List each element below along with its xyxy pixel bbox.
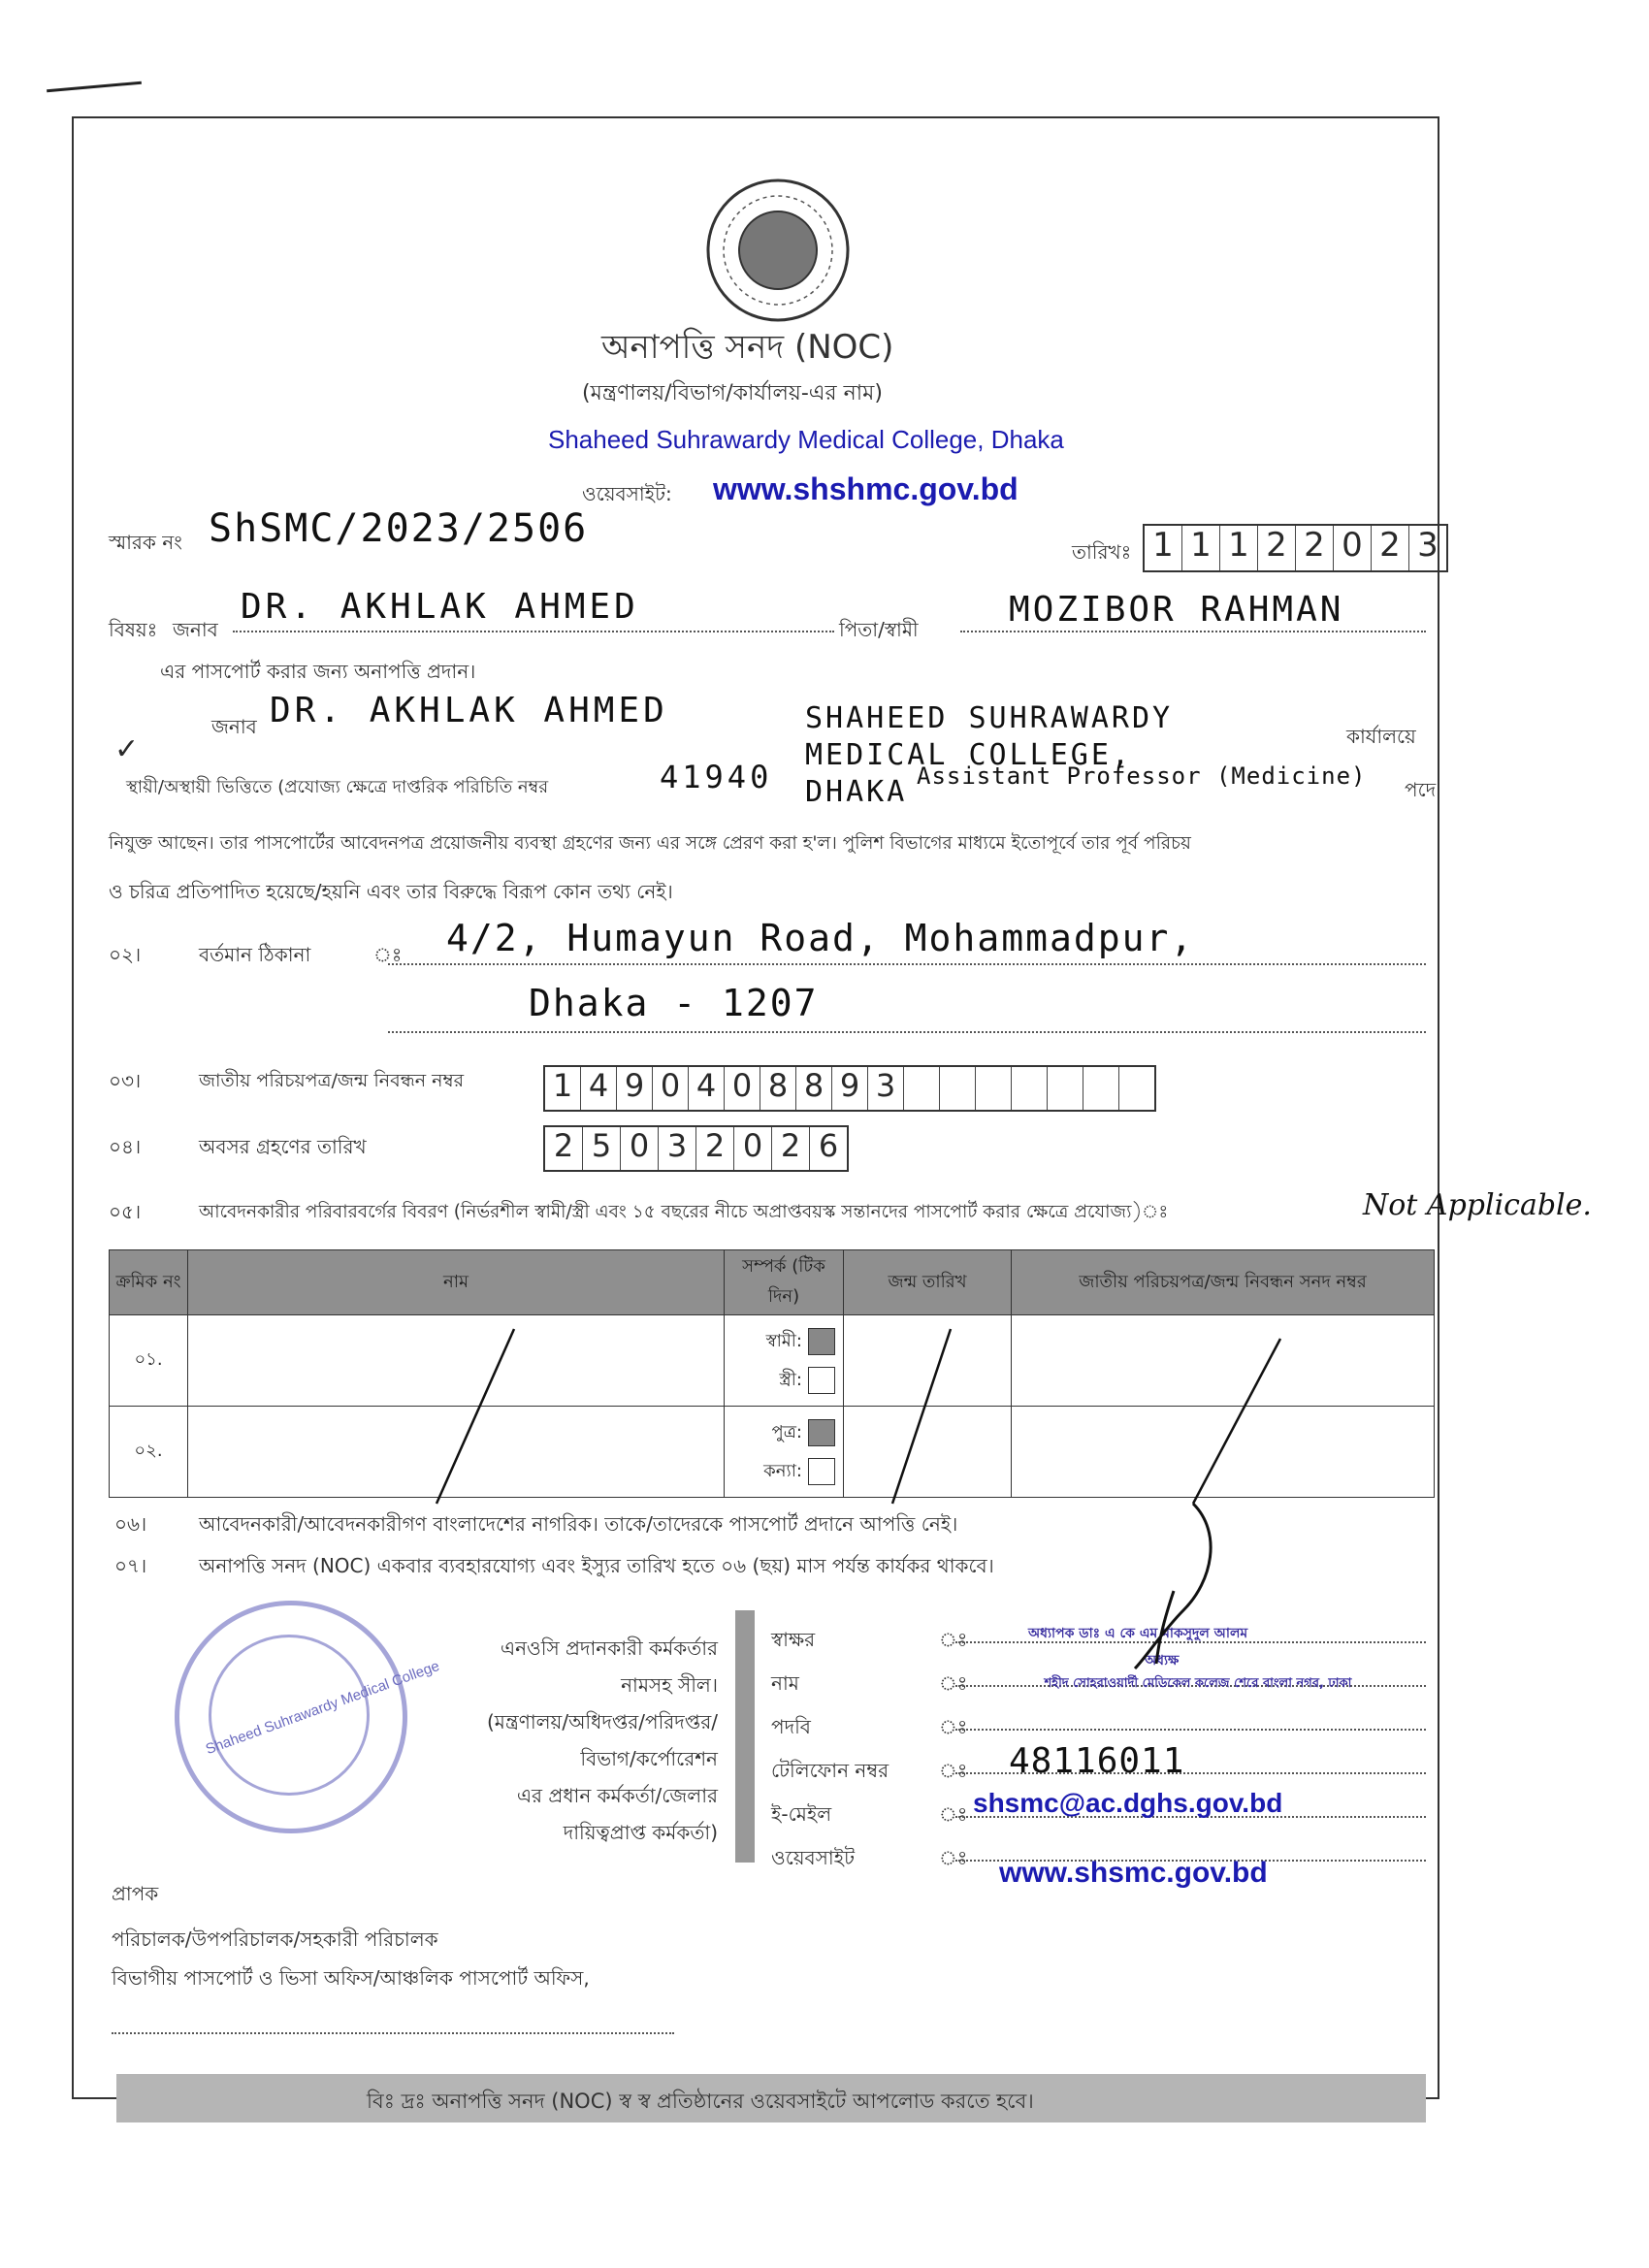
retirement-digit: 0	[734, 1127, 772, 1170]
subject-line-2: এর পাসপোর্ট করার জন্য অনাপত্তি প্রদান।	[160, 660, 476, 683]
address-line-2: Dhaka - 1207	[529, 982, 819, 1024]
body-id-number: 41940	[660, 759, 773, 795]
memo-label: স্মারক নং	[109, 531, 182, 554]
nid-digit	[1119, 1067, 1154, 1110]
retirement-digit: 2	[772, 1127, 810, 1170]
retirement-date-boxes	[543, 1125, 849, 1172]
document-title: অনাপত্তি সনদ (NOC)	[601, 328, 894, 367]
retirement-digit: 3	[659, 1127, 696, 1170]
nid-digit: 9	[832, 1067, 868, 1110]
body-line-3: নিযুক্ত আছেন। তার পাসপোর্টের আবেদনপত্র প্রয়োজনীয় ব্যবস্থা গ্রহণের জন্য এর সঙ্গে প্রেরণ করা হ'ল। পুলিশ বিভাগের মাধ্যমে ইতোপূর্বে তার পূর্ব পরিচয়	[109, 833, 1191, 854]
relation-husband-label: স্বামী:	[765, 1330, 802, 1351]
memo-number: ShSMC/2023/2506	[209, 506, 589, 551]
nid-digit: 8	[796, 1067, 832, 1110]
retirement-digit: 2	[696, 1127, 734, 1170]
nid-digit: 3	[868, 1067, 904, 1110]
item-03-number: ০৩।	[109, 1069, 142, 1092]
name-label: নাম	[771, 1671, 799, 1695]
institution-name: Shaheed Suhrawardy Medical College, Dhaka	[548, 425, 1064, 454]
email-label: ই-মেইল	[771, 1802, 832, 1826]
designation-label: পদবি	[771, 1715, 811, 1738]
date-digit: 1	[1182, 526, 1220, 570]
item-04-number: ০৪।	[109, 1135, 142, 1158]
signer-institution: শহীদ সোহরাওয়ার্দী মেডিকেল কলেজ শেরে বাংলা নগর, ঢাকা	[1044, 1676, 1352, 1691]
date-digit: 2	[1258, 526, 1296, 570]
col-serial: ক্রমিক নং	[110, 1250, 188, 1315]
nid-digit: 9	[617, 1067, 653, 1110]
body-office: SHAHEED SUHRAWARDY MEDICAL COLLEGE, DHAKA	[805, 701, 1174, 809]
date-digit: 1	[1220, 526, 1258, 570]
item-05-number: ০৫।	[109, 1200, 142, 1223]
note-07-number: ০৭।	[114, 1554, 147, 1577]
nid-digit: 8	[760, 1067, 796, 1110]
date-digit: 2	[1296, 526, 1334, 570]
website-label: ওয়েবসাইট:	[582, 482, 672, 505]
website-link[interactable]: www.shshmc.gov.bd	[713, 471, 1018, 506]
website-field-label: ওয়েবসাইট	[771, 1846, 855, 1869]
website-value[interactable]: www.shsmc.gov.bd	[999, 1857, 1268, 1889]
father-label: পিতা/স্বামী	[839, 618, 919, 641]
seal-text: Shaheed Suhrawardy Medical College	[203, 1657, 442, 1759]
recipient-label: প্রাপক	[112, 1882, 159, 1905]
signer-name: অধ্যাপক ডাঃ এ কে এম মাকসুদুল আলম	[1028, 1626, 1248, 1641]
nid-digit	[976, 1067, 1012, 1110]
not-applicable-note: Not Applicable.	[1363, 1188, 1592, 1222]
signature-label: স্বাক্ষর	[771, 1628, 816, 1651]
nid-digit: 4	[581, 1067, 617, 1110]
address-line-1: 4/2, Humayun Road, Mohammadpur,	[446, 917, 1195, 959]
nid-digit	[904, 1067, 940, 1110]
date-digit: 1	[1145, 526, 1182, 570]
issuer-line: বিভাগ/কর্পোরেশন	[580, 1747, 718, 1770]
nid-digit	[940, 1067, 976, 1110]
noc-strip	[735, 1610, 755, 1863]
subject-name: DR. AKHLAK AHMED	[241, 587, 639, 627]
nid-digit: 4	[689, 1067, 725, 1110]
nid-boxes	[543, 1065, 1156, 1112]
body-line-2-prefix: স্থায়ী/অস্থায়ী ভিত্তিতে (প্রযোজ্য ক্ষেত্রে দাপ্তরিক পরিচিতি নম্বর	[126, 777, 549, 797]
note-06-text: আবেদনকারী/আবেদনকারীগণ বাংলাদেশের নাগরিক। তাকে/তাদেরকে পাসপোর্ট প্রদানে আপত্তি নেই।	[199, 1512, 958, 1536]
nid-digit: 0	[653, 1067, 689, 1110]
row-serial: ০১.	[110, 1315, 188, 1407]
date-label: তারিখঃ	[1072, 540, 1132, 564]
item-02-number: ০২।	[109, 943, 142, 966]
retirement-digit: 2	[545, 1127, 583, 1170]
father-name: MOZIBOR RAHMAN	[1009, 590, 1344, 630]
checkmark-icon: ✓	[114, 732, 140, 766]
body-name: DR. AKHLAK AHMED	[270, 691, 668, 730]
relation-wife-label: স্ত্রী:	[779, 1369, 802, 1390]
relation-daughter-label: কন্যা:	[763, 1460, 802, 1481]
retirement-digit: 5	[583, 1127, 621, 1170]
issuer-line: দায়িত্বপ্রাপ্ত কর্মকর্তা)	[563, 1821, 718, 1844]
telephone-label: টেলিফোন নম্বর	[771, 1759, 889, 1782]
telephone-value: 48116011	[1009, 1741, 1185, 1781]
strike-lines	[427, 1319, 1300, 1513]
email-value[interactable]: shsmc@ac.dghs.gov.bd	[973, 1788, 1283, 1818]
body-line-4: ও চরিত্র প্রতিপাদিত হয়েছে/হয়নি এবং তার বিরুদ্ধে বিরূপ কোন তথ্য নেই।	[109, 880, 673, 903]
nid-digit: 0	[725, 1067, 760, 1110]
nid-digit	[1012, 1067, 1048, 1110]
nid-digit	[1048, 1067, 1083, 1110]
subject-janab: জনাব	[173, 618, 218, 641]
issuer-field-labels	[771, 1618, 889, 1880]
nid-digit: 1	[545, 1067, 581, 1110]
body-janab: জনাব	[211, 715, 257, 738]
recipient-line-1: পরিচালক/উপপরিচালক/সহকারী পরিচালক	[112, 1928, 438, 1951]
signer-title: অধ্যক্ষ	[1145, 1653, 1180, 1669]
note-06-number: ০৬।	[114, 1512, 147, 1536]
item-03-label: জাতীয় পরিচয়পত্র/জন্ম নিবন্ধন নম্বর	[199, 1070, 465, 1091]
body-line-2-suffix: পদে	[1405, 778, 1437, 801]
retirement-digit: 0	[621, 1127, 659, 1170]
recipient-line-2: বিভাগীয় পাসপোর্ট ও ভিসা অফিস/আঞ্চলিক পাসপোর্ট অফিস,	[112, 1966, 590, 1990]
margin-mark	[47, 81, 142, 93]
row-serial: ০২.	[110, 1407, 188, 1498]
retirement-digit: 6	[818, 1127, 839, 1164]
body-office-suffix: কার্যালয়ে	[1346, 725, 1416, 748]
date-digit: 0	[1334, 526, 1372, 570]
document-subtitle: (মন্ত্রণালয়/বিভাগ/কার্যালয়-এর নাম)	[582, 381, 883, 405]
issuer-line: নামসহ সীল।	[621, 1673, 718, 1697]
col-birth-date: জন্ম তারিখ	[844, 1250, 1012, 1315]
item-05-label: আবেদনকারীর পরিবারবর্গের বিবরণ (নির্ভরশীল স্বামী/স্ত্রী এবং ১৫ বছরের নীচে অপ্রাপ্তবয়স্ক সন্তানদের পাসপোর্ট করার ক্ষেত্রে প্রযোজ্য)ঃ	[199, 1202, 1169, 1222]
date-boxes	[1143, 524, 1448, 572]
date-digit: 2	[1372, 526, 1409, 570]
col-relation: সম্পর্ক (টিক দিন)	[725, 1250, 844, 1315]
col-name: নাম	[188, 1250, 725, 1315]
nid-digit	[1083, 1067, 1119, 1110]
issuer-line: এনওসি প্রদানকারী কর্মকর্তার	[500, 1636, 718, 1660]
col-nid: জাতীয় পরিচয়পত্র/জন্ম নিবন্ধন সনদ নম্বর	[1012, 1250, 1435, 1315]
government-emblem-icon	[700, 173, 856, 328]
item-02-label: বর্তমান ঠিকানা	[199, 943, 311, 966]
issuer-line: এর প্রধান কর্মকর্তা/জেলার	[516, 1784, 718, 1807]
footer-note: বিঃ দ্রঃ অনাপত্তি সনদ (NOC) স্ব স্ব প্রতিষ্ঠানের ওয়েবসাইটে আপলোড করতে হবে।	[367, 2090, 1034, 2113]
issuer-left-block	[446, 1630, 718, 1851]
note-07-text: অনাপত্তি সনদ (NOC) একবার ব্যবহারযোগ্য এবং ইস্যুর তারিখ হতে ০৬ (ছয়) মাস পর্যন্ত কার্যকর থাকবে।	[199, 1554, 994, 1577]
issuer-line: (মন্ত্রণালয়/অধিদপ্তর/পরিদপ্তর/	[486, 1710, 718, 1733]
body-designation: Assistant Professor (Medicine)	[917, 762, 1367, 790]
subject-label: বিষয়ঃ	[109, 618, 158, 641]
relation-son-label: পুত্র:	[771, 1421, 802, 1442]
date-digit: 3	[1417, 526, 1439, 565]
signature-icon	[1106, 1494, 1242, 1678]
item-04-label: অবসর গ্রহণের তারিখ	[199, 1135, 367, 1158]
